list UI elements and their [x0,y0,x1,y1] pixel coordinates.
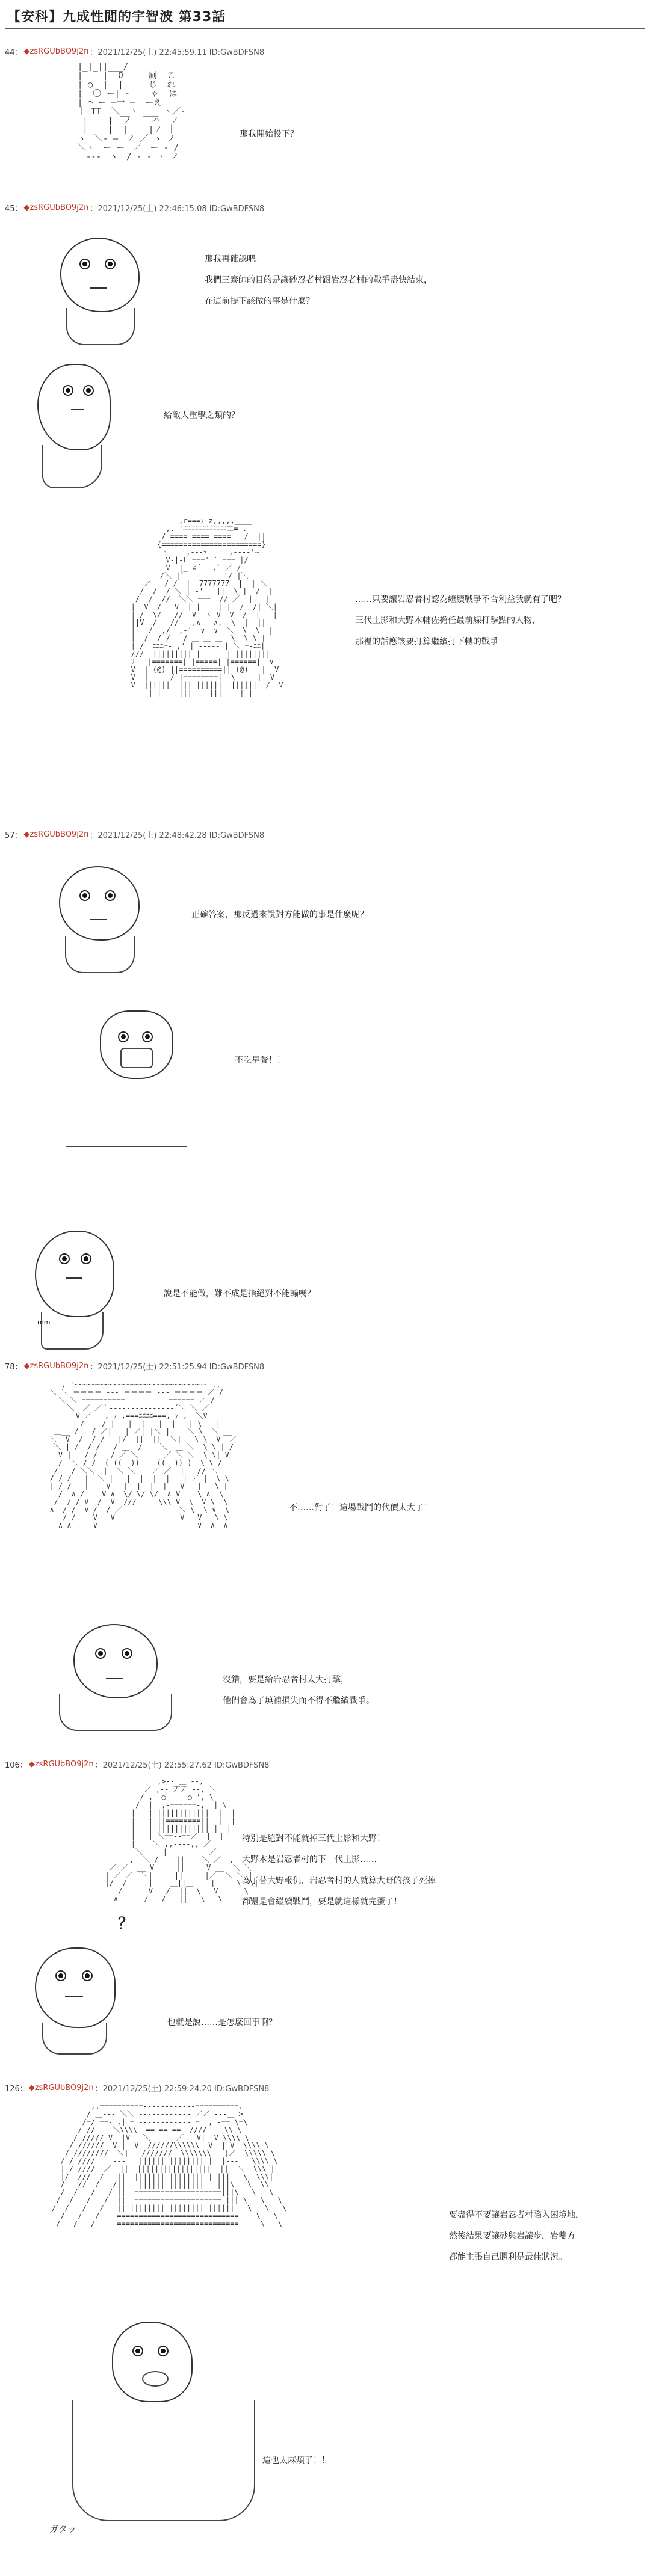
dialogue-line: 說是不能做，難不成是指絕對不能輸嗎？ [164,1289,315,1299]
post-number: 44： [5,48,23,57]
dialogue-line: 也就是說……是怎麼回事啊？ [167,2018,277,2027]
dialogue-line: 那我再確認吧。 [205,254,264,264]
post-number: 78： [5,1362,23,1372]
dialogue-line: 特別是絕對不能就掉三代土影和大野！ [242,1834,385,1843]
dialogue-line: 沒錯，要是給岩忍者村太大打擊， [223,1675,349,1685]
post-meta: ：2021/12/25(土) 22:55:27.62 ID:GwBDFSN8 [94,1760,270,1770]
post-header [5,45,264,58]
sound-effect: ガタッ [49,2524,77,2535]
poster-name[interactable]: ◆zsRGUbBO9j2n [28,1759,94,1769]
poster-name[interactable]: ◆zsRGUbBO9j2n [23,46,89,56]
post-number: 106： [5,1760,28,1770]
poster-name[interactable]: ◆zsRGUbBO9j2n [28,2083,94,2092]
post-header [5,828,264,841]
page-title: 【安科】九成性閒的宇智波 第33話 [7,9,226,25]
post-number: 126： [5,2084,28,2094]
post-meta: ：2021/12/25(土) 22:51:25.94 ID:GwBDFSN8 [90,1362,265,1372]
poster-name[interactable]: ◆zsRGUbBO9j2n [23,1361,89,1371]
ascii-art-figure: ＿,-'~~~~~~~~~~~~~~~~~~~~~~~~~~~~~ー-.,＿ ＼ ＼ ＝＝＝＝ ‐‐‐ ＝＝＝＝ ‐‐‐ ＝＝＝＝ ／ / ＼ ＼_==========__________======_／ / ＼ ／ ／｀‐-‐---‐-‐-‐---‐´＼ ＼ ／ V ／ ,-ｧ ,===ﾆﾆﾆﾆ===, ｧ-, ＼V / / | | | || | | \ | ＿__ / / ／| | ／| |＼ | |＼ \ ＼ __ ＼ V / / / |/ || || ＼| \ \ V ／ ＼ | / / / / ＿ _/ ＼_ ＿ ＼ \ \ | / V | / / / ／ ＼ ／ ＼ ＼ \ \| V / ＼ / / ( (( )) (( )) ) \ \ / / / ＼＼ | ＼ ＼ ／ ／ | // ＼ / / / | ＼ | | | | | | ／ | \ \ | / / | V | | | | V | \ | / ∧ / V ∧ \/ \/ \/ ∧ V \ ∧ \ / / / V / V /// \\\ V \ V \ \ ∧ / / ∨ / / ／ ＼ \ \ ∨ \ / / V V V V \ \ ∧ ∧ ∨ ∨ ∧ ∧ [49,1380,237,1529]
dialogue-line: ……只要讓岩忍者村認為繼續戰爭不合利益我就有了吧？ [355,595,566,604]
post-meta: ：2021/12/25(土) 22:59:24.20 ID:GwBDFSN8 [94,2084,270,2094]
page-title-bar [5,4,645,29]
poster-name[interactable]: ◆zsRGUbBO9j2n [23,203,89,212]
dialogue-line: 他們會為了填補損失而不得不繼續戰爭。 [223,1696,374,1706]
dialogue-line: 那裡的話應該要打算繼續打下轉的戰爭 [355,637,498,647]
ascii-art-figure: ,>-‐ ＿ ‐-, ／ ,‐‐ 丆丆 ‐‐, ＼ / ,' ○ ○ ', \ / | ,‐======‐, | \ | | |||||||||||| | | | | ||========|| | | | | |||||||||||| | | | | ＼==‐‐==／ | | | ＼ ,,‐‐‐‐,, ／ | ＼ ＿|‐‐‐‐|＿ ／ ＿ ,‐ ＼ / || ＼ ／ ‐, ＿ ／ ／ __ V || V __ ＼ ＼ | ／ ／ ＼| || |／ ＼ ＼ | |/ / | ＿||＿ | \ \| / V / || \ V \ ∧ / / || \ \ ∧ [105,1777,259,1903]
dialogue-line: 給敵人重擊之類的？ [164,411,240,420]
dialogue-line: 都能主張自己勝利是最佳狀況。 [449,2252,567,2262]
post-number: 45： [5,204,23,214]
post-meta: ：2021/12/25(土) 22:45:59.11 ID:GwBDFSN8 [90,48,265,57]
post-header [5,2081,269,2094]
post-header [5,1757,269,1771]
ascii-art-figure: ,.==========‐‐‐‐‐‐‐‐‐‐‐‐==========. / ＿‐‐‐ ＼＼ ‐‐‐‐‐‐‐‐‐‐‐‐ ／／ ‐‐‐＿ > /=/ ==‐ ,| = ‐‐‐‐‐‐‐‐‐‐‐‐ = |, ‐== \=\ / //-‐ ＼\\\\ ==‐==‐== //// ‐-\\ \ / ///// V |V ＼ ‐ ‐ ／ V| V \\\\ \ / ////// V | V //////\\\\\\ V | V \\\\ \ / //////// ＼| /////// \\\\\\\ |／ \\\\\ \ / / //// ‐‐‐| ||||||||||||||||| |‐‐‐ \\\\ \ | / //// ／ || ||||||||||||||||| || ＼ \\\ | |/ /// / ||| |||||||||||||||||| ||| \ \\\| / // / /||| |||||||||||||||| |||\ \ \\ / / / / ||| ====================|||\ \ \ / / / / ||| ==================== ||| \ \ \ / / / / ||||||||||||||||||||||||||| \ \ \ / / / ============================ \ \ / / / ============================ \ \ [52,2102,287,2228]
post-header [5,1359,264,1373]
post-meta: ：2021/12/25(土) 22:46:15.08 ID:GwBDFSN8 [90,204,265,214]
post-header [5,201,264,214]
dialogue-line: 要盡得不要讓岩忍者村陷入困境地， [449,2210,584,2220]
ascii-art-figure: ,r===ｧ-z,,,,,____ ,.-'ﾆﾆﾆﾆﾆﾆﾆﾆﾆﾆﾆﾆ二=-. / ==== ==== ==== / || {=======================} ヽ_ _ ,---ｧ_____,----'~ V-|-L ===' ` === |/ V |_ ∠｀ ,` ／ / ＿/＼ |` ‐-‐---‐ '/ |＼ ／ / / | 7777777 | | ＼ / / / ＼ | ‐' || \ | / | / / // ＼＼ === // ／ | | | V / V | | | | / /| ＼| | / \/ // V ヽ V V / | | ||V / // ,∧ ∧, \ | || | / ,/ ,-' ∨ ∨ ＼ \ \ | | / / / / ＿ ＿ ＿ \ \ \ | | / ﾆﾆﾆ=- ,' | ‐-‐-‐ | ＼ =-ﾆﾆ| /// ||||||||| | ‐‐ | |||||||| ﾘ |=======| |=====| |======| ∨ V | (@) ||==========|| (@) | V V |_____/ |========| \_____| V V |||||| |||||||||| |||||| / V | | ||| ||| | | [131,517,283,697]
sound-effect: mm [37,1318,51,1326]
dialogue-line: 在這前提下該做的事是什麼？ [205,297,314,306]
dialogue-line: 都還是會繼續戰鬥，要是就這樣就完蛋了！ [242,1897,402,1907]
dialogue-line: 正確答案，那反過來說對方能做的事是什麼呢？ [191,910,368,920]
question-mark: ？ [118,1915,134,1933]
dialogue-line: 這也太麻煩了！！ [262,2456,330,2465]
dialogue-line: 為了替大野報仇，岩忍者村的人就算大野的孩子死掉 [242,1876,436,1886]
ascii-art-figure: |_|_||___/ | | O 厠 こ | ○ | | じ れ | 〇 ー| ‐ ゃ は | ⌒ ー ―一 ― ーえ ｜ TT ＼__ヽ ___ ヽ／‐ | | ノ ハ ノ | | | |ノ ｜ ヽ ＼‐ ― ノ ／ ヽ ノ ＼ヽ ー ー ／ ー ‐ / -‐- ヽ / ‐ ‐ ヽ ノ [77,62,186,162]
poster-name[interactable]: ◆zsRGUbBO9j2n [23,829,89,839]
post-meta: ：2021/12/25(土) 22:48:42.28 ID:GwBDFSN8 [90,831,265,840]
dialogue-line: 大野木是岩忍者村的下一代土影…… [242,1855,377,1864]
dialogue-line: 不吃早餐！！ [235,1056,285,1065]
dialogue-line: 然後結果要讓砂與岩讓步，岩雙方 [449,2231,575,2241]
dialogue-line: 不……對了！這場戰鬥的代價太大了！ [289,1503,432,1513]
dialogue-line: 三代土影和大野木輔佐擔任最前線打擊點的人物， [355,616,540,626]
dialogue-line: 我們三泰帥的目的是讓砂忍者村跟岩忍者村的戰爭盡快結束， [205,275,432,285]
dialogue-line: 那我開始投下？ [240,129,299,139]
post-number: 57： [5,831,23,840]
